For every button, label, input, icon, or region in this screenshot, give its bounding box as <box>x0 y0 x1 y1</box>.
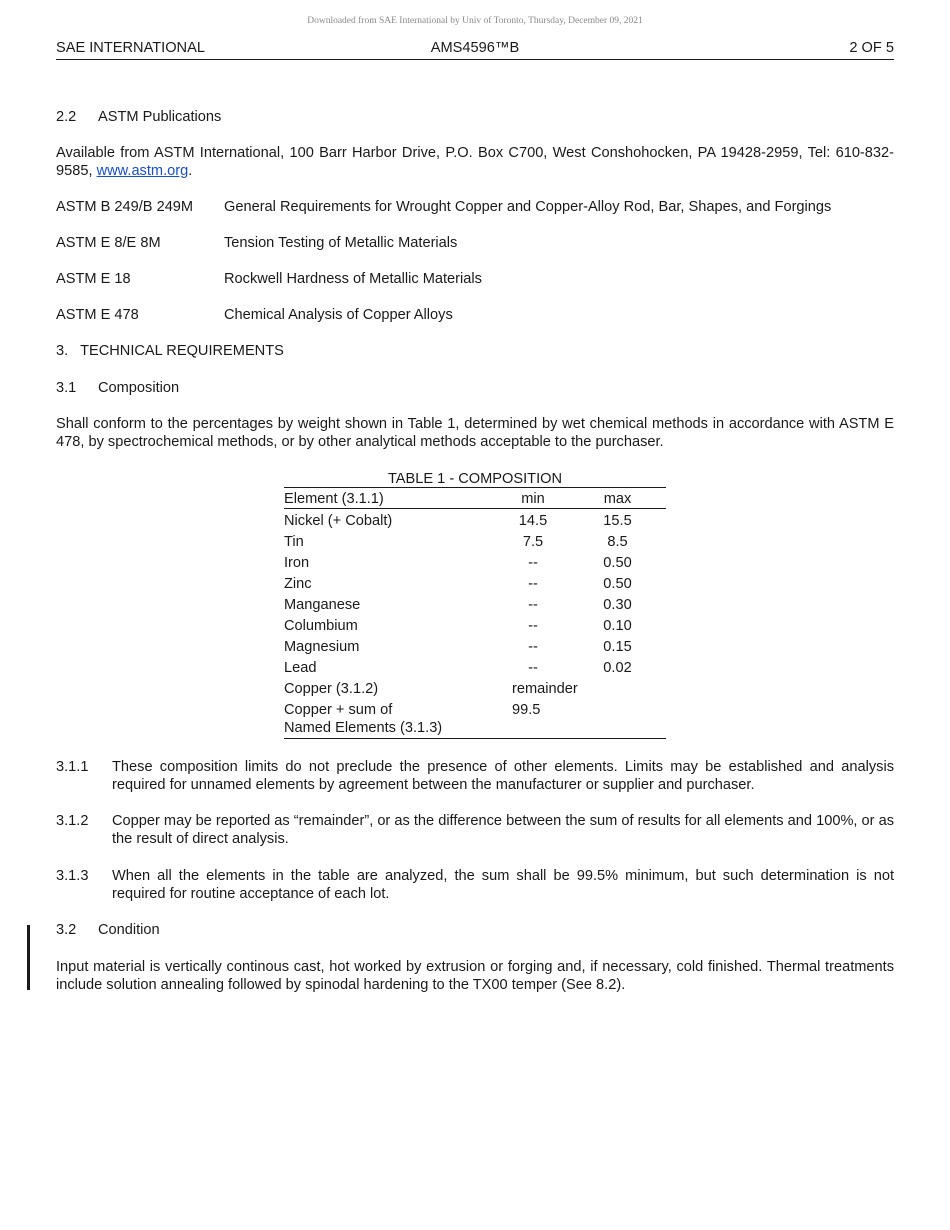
header-rule <box>56 59 894 60</box>
download-watermark: Downloaded from SAE International by Univ of Toronto, Thursday, December 09, 2021 <box>307 16 643 26</box>
table-cell-max: 0.50 <box>603 576 632 592</box>
condition-paragraph: Input material is vertically continous cast, hot worked by extrusion or forging and, if necessary, cold finished. Thermal treatments include solution annealing followed by spinodal hardening to the TX00 temper (See 8.2). <box>56 959 894 993</box>
section-3-2-title: Condition <box>98 922 160 938</box>
ref-code: ASTM E 8/E 8M <box>56 235 161 251</box>
astm-availability-end: . <box>188 163 193 179</box>
astm-availability-text: Available from ASTM International, 100 Barr Harbor Drive, P.O. Box C700, West Conshohocken, PA 19428-2959, Tel: 610-832-9585, <box>56 145 894 179</box>
table-cell-element: Manganese <box>284 597 361 613</box>
table-cell-min: -- <box>528 597 538 613</box>
header-document-number: AMS4596™B <box>430 40 520 56</box>
table-cell-min: -- <box>528 660 538 676</box>
table-cell-element: Nickel (+ Cobalt) <box>284 513 393 529</box>
table-header-rule <box>284 508 666 509</box>
table-cell-element: Copper (3.1.2) <box>284 681 379 697</box>
table-cell-min: -- <box>528 555 538 571</box>
ref-code: ASTM E 18 <box>56 271 131 287</box>
ref-code: ASTM B 249/B 249M <box>56 199 194 215</box>
section-3-heading: 3. TECHNICAL REQUIREMENTS <box>56 343 284 359</box>
table-cell-min: 14.5 <box>518 513 548 529</box>
ref-code: ASTM E 478 <box>56 307 139 323</box>
subsection-number: 3.1.1 <box>56 759 89 775</box>
table-cell-element: Magnesium <box>284 639 360 655</box>
section-2-2-title: ASTM Publications <box>98 109 222 125</box>
table-cell-min: -- <box>528 639 538 655</box>
composition-paragraph: Shall conform to the percentages by weight shown in Table 1, determined by wet chemical methods in accordance with ASTM E 478, by spectrochemical methods, or by other analytical methods acceptable to the purchaser. <box>56 416 894 450</box>
section-3-1-number: 3.1 <box>56 380 77 396</box>
table-header-min: min <box>521 491 545 507</box>
table-bottom-rule <box>284 738 666 739</box>
table-cell-max: 0.10 <box>603 618 632 634</box>
section-2-2-number: 2.2 <box>56 109 77 125</box>
table-cell-max: 0.15 <box>603 639 632 655</box>
subsection-number: 3.1.2 <box>56 813 89 829</box>
header-page-number: 2 OF 5 <box>849 40 894 56</box>
subsection-text: When all the elements in the table are analyzed, the sum shall be 99.5% minimum, but such determination is not required for routine acceptance of each lot. <box>112 868 894 902</box>
table-cell-max: 0.30 <box>603 597 632 613</box>
table-cell-element: Copper + sum of <box>284 702 393 718</box>
header-organization: SAE INTERNATIONAL <box>56 40 205 56</box>
table-1-title: TABLE 1 - COMPOSITION <box>387 471 563 487</box>
subsection-number: 3.1.3 <box>56 868 89 884</box>
table-cell-min: 7.5 <box>522 534 544 550</box>
astm-website-link[interactable]: www.astm.org <box>96 163 189 179</box>
ref-description: Chemical Analysis of Copper Alloys <box>224 307 453 323</box>
ref-description: Rockwell Hardness of Metallic Materials <box>224 271 482 287</box>
table-cell-min: 99.5 <box>512 702 541 718</box>
astm-availability-paragraph <box>56 144 894 180</box>
subsection-text: Copper may be reported as “remainder”, or as the difference between the sum of results for all elements and 100%, or as the result of direct analysis. <box>112 813 894 847</box>
table-cell-min: -- <box>528 576 538 592</box>
revision-change-bar <box>27 925 30 990</box>
table-cell-element: Named Elements (3.1.3) <box>284 720 443 736</box>
table-cell-element: Tin <box>284 534 304 550</box>
subsection-text: These composition limits do not preclude the presence of other elements. Limits may be established and analysis required for unnamed elements by agreement between the manufacturer or supplier and purchaser. <box>112 759 894 793</box>
table-cell-min: -- <box>528 618 538 634</box>
table-cell-min: remainder <box>512 681 578 697</box>
section-3-2-number: 3.2 <box>56 922 77 938</box>
ref-description: General Requirements for Wrought Copper and Copper-Alloy Rod, Bar, Shapes, and Forgings <box>224 199 832 215</box>
table-header-max: max <box>603 491 632 507</box>
table-cell-max: 15.5 <box>603 513 632 529</box>
table-cell-max: 8.5 <box>607 534 628 550</box>
section-3-1-title: Composition <box>98 380 180 396</box>
table-cell-max: 0.50 <box>603 555 632 571</box>
table-cell-element: Lead <box>284 660 317 676</box>
table-cell-max: 0.02 <box>603 660 632 676</box>
table-cell-element: Iron <box>284 555 310 571</box>
table-cell-element: Zinc <box>284 576 312 592</box>
table-cell-element: Columbium <box>284 618 358 634</box>
ref-description: Tension Testing of Metallic Materials <box>224 235 458 251</box>
table-header-element: Element (3.1.1) <box>284 491 384 507</box>
table-top-rule <box>284 487 666 488</box>
